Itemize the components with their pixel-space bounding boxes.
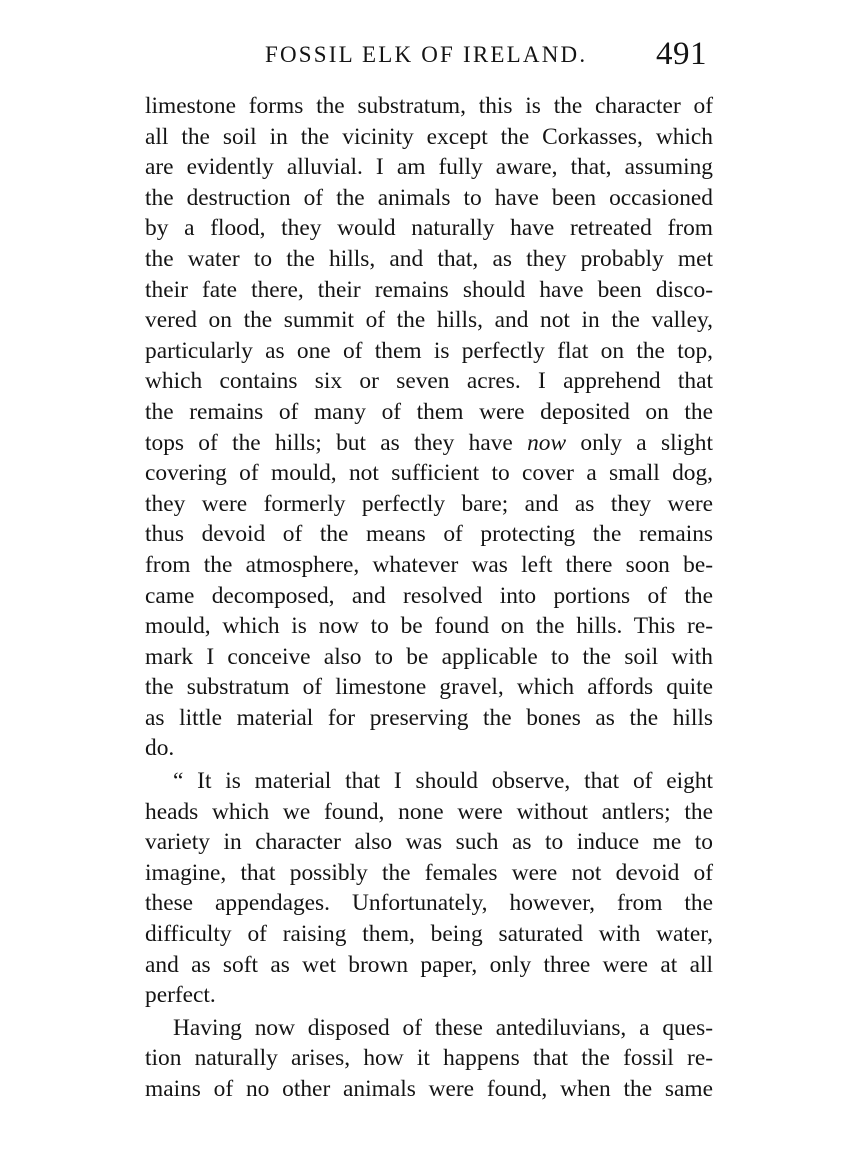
- text-line: particularly as one of them is perfectly flat on the top,: [145, 337, 713, 364]
- text-line: vered on the summit of the hills, and not in the valley,: [145, 307, 713, 334]
- text-line: came decomposed, and resolved into portions of the: [145, 582, 713, 609]
- text-line: mark I conceive also to be applicable to the soil with: [145, 643, 713, 670]
- paragraph-1: [145, 91, 713, 764]
- running-head: [145, 36, 713, 76]
- running-title: FOSSIL ELK OF IRELAND.: [265, 42, 588, 67]
- text-line: the substratum of limestone gravel, which affords quite: [145, 674, 713, 701]
- paragraph-3: [145, 1013, 713, 1105]
- text-line: the remains of many of them were deposited on the: [145, 398, 713, 425]
- text-line: and as soft as wet brown paper, only three were at all: [145, 951, 713, 978]
- text-line: mains of no other animals were found, when the same: [145, 1076, 713, 1102]
- text-line: which contains six or seven acres. I apprehend that: [145, 368, 713, 395]
- text-line: by a flood, they would naturally have retreated from: [145, 215, 713, 242]
- text-line: variety in character also was such as to induce me to: [145, 829, 713, 856]
- text-line: as little material for preserving the bones as the hills: [145, 704, 713, 731]
- text-line: the destruction of the animals to have been occasioned: [145, 184, 713, 211]
- text-line: their fate there, their remains should have been disco-: [145, 276, 713, 303]
- text-line: mould, which is now to be found on the hills. This re-: [145, 613, 713, 640]
- text-line: do.: [145, 735, 175, 762]
- text-line: these appendages. Unfortunately, however, from the: [145, 890, 713, 917]
- text-line: thus devoid of the means of protecting the remains: [145, 521, 713, 548]
- text-line: perfect.: [145, 982, 216, 1009]
- text-line: they were formerly perfectly bare; and as they were: [145, 490, 713, 517]
- text-line: “ It is material that I should observe, that of eight: [173, 768, 713, 795]
- body-text: [145, 91, 713, 1105]
- text-line: tops of the hills; but as they have now only a slight: [145, 429, 713, 456]
- text-line: Having now disposed of these antediluvians, a ques-: [173, 1014, 713, 1041]
- text-line: difficulty of raising them, being saturated with water,: [145, 921, 713, 948]
- text-line: heads which we found, none were without antlers; the: [145, 798, 713, 825]
- text-line: limestone forms the substratum, this is the character of: [145, 93, 713, 119]
- text-line: covering of mould, not sufficient to cover a small dog,: [145, 460, 713, 487]
- text-line: the water to the hills, and that, as they probably met: [145, 245, 713, 272]
- text-line: are evidently alluvial. I am fully aware, that, assuming: [145, 154, 713, 181]
- text-line: tion naturally arises, how it happens that the fossil re-: [145, 1045, 713, 1072]
- text-line: all the soil in the vicinity except the Corkasses, which: [145, 123, 713, 150]
- text-line: imagine, that possibly the females were not devoid of: [145, 859, 713, 886]
- page-number: 491: [656, 36, 707, 72]
- text-line: from the atmosphere, whatever was left there soon be-: [145, 551, 713, 578]
- paragraph-2: [145, 766, 713, 1011]
- emphasis-text: now: [527, 429, 567, 456]
